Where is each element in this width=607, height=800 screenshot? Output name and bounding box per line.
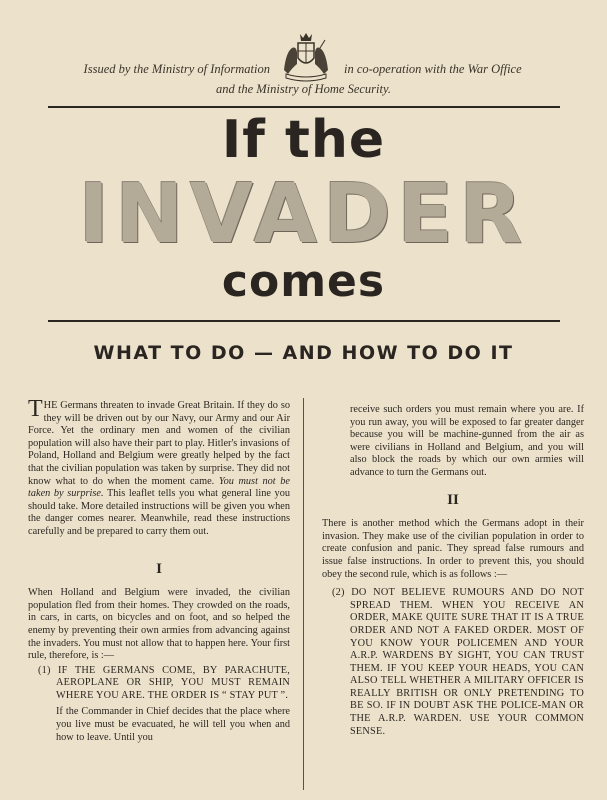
column-divider <box>303 398 304 790</box>
issued-by-second-line: and the Ministry of Home Security. <box>216 82 391 96</box>
middle-divider <box>48 320 560 322</box>
subtitle: WHAT TO DO — AND HOW TO DO IT <box>93 342 514 364</box>
royal-coat-of-arms-icon <box>276 30 336 82</box>
continuation-paragraph: receive such orders you must remain where you are. If you run away, you will be exposed to far greater danger because you will be machine-gunned from the air as were civilians in Holland and Belgium, and you will also block the roads by which our own armies will advance to turn the Germans out. <box>350 404 584 478</box>
section1-follow: If the Commander in Chief decides that the place where you live must be evacuated, he will tell you when and how to leave. Until you <box>56 706 290 743</box>
rule-1: (1) IF THE GERMANS COME, BY PARACHUTE, AEROPLANE OR SHIP, YOU MUST REMAIN WHERE YOU ARE. THE ORDER IS “ STAY PUT ”. <box>38 664 290 701</box>
intro-text-italic: You must not be taken by surprise. <box>28 475 290 500</box>
section-numeral-1: I <box>156 560 162 577</box>
rule-2: (2) DO NOT BELIEVE RUMOURS AND DO NOT SPREAD THEM. WHEN YOU RECEIVE AN ORDER, MAKE QUITE SURE THAT IT IS A TRUE ORDER AND NOT A FAKED ORDER. MOST OF YOU KNOW YOUR POLICEMEN AND YOUR A.R.P. WARDENS BY SIGHT, YOU CAN TRUST THEM. IF YOU KEEP YOUR HEADS, YOU CAN ALSO TELL WHETHER A MILITARY OFFICER IS REALLY BRITISH OR ONLY PRETENDING TO BE SO. IF IN DOUBT ASK THE POLICE-MAN OR THE A.R.P. WARDEN. USE YOUR COMMON SENSE. <box>332 587 584 737</box>
drop-cap: T <box>28 396 43 422</box>
intro-text-a: HE Germans threaten to invade Great Britain. If they do so they will be driven out by our Navy, our Army and our Air Force. Yet the ordinary men and women of the civilian population will also have their part to play. Hitler's invasions of Poland, Holland and Belgium were greatly helped by the fact that the civilian population was taken by surprise. They did not know what to do when the moment came. <box>28 400 290 487</box>
top-divider <box>48 106 560 108</box>
intro-text-b: This leaflet tells you what general line you should take. More detailed instructions will be given you when the danger comes nearer. Meanwhile, read these instructions carefully and be prepared to carry them out. <box>28 488 290 537</box>
section2-paragraph: There is another method which the Germans adopt in their invasion. They make use of the civilian population in order to create confusion and panic. They spread false rumours and issue false instructions. In order to prevent this, you should obey the second rule, which is as follows :— <box>322 518 584 580</box>
right-column <box>322 404 584 738</box>
title-line-if-the: If the <box>221 110 386 170</box>
title-line-comes: comes <box>221 256 386 307</box>
issued-by-left: Issued by the Ministry of Information <box>83 62 270 76</box>
intro-paragraph <box>28 396 290 539</box>
section1-paragraph: When Holland and Belgium were invaded, the civilian population fled from their homes. They crowded on the roads, in cars, in carts, on bicycles and on foot, and so helped the enemy by preventing their own armies from advancing against the invaders. You must not allow that to happen here. Your first rule, therefore, is :— <box>28 587 290 662</box>
left-column <box>28 396 290 744</box>
issued-by-right: in co-operation with the War Office <box>344 62 522 76</box>
title-line-invader: INVADER <box>78 167 529 262</box>
section-numeral-2: II <box>447 491 459 508</box>
